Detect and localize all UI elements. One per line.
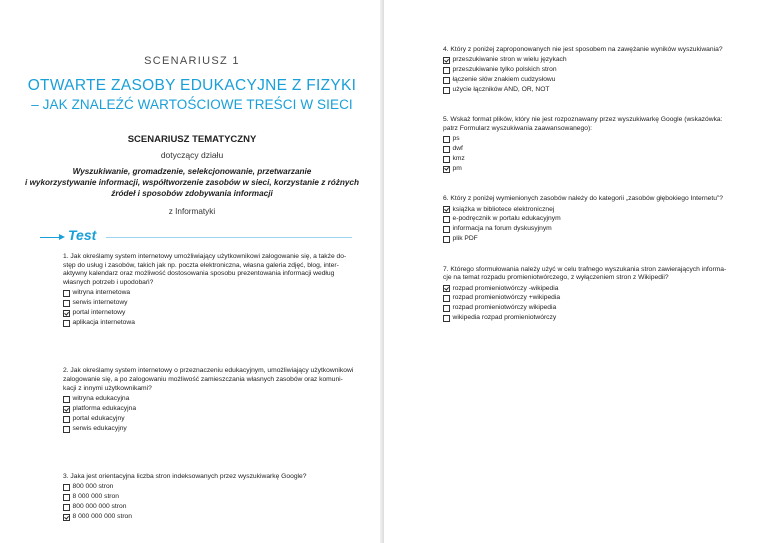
question-text-line: stęp do usług i zasobów, takich jak np. poczta elektroniczna, własna galeria zdjęć, blog, inter- <box>63 261 339 269</box>
test-heading-row <box>40 228 352 246</box>
question-text-line: cje na temat rozpadu promieniotwórczego, z wyłączeniem stron z Wikipedii? <box>443 274 669 282</box>
answer-option[interactable] <box>443 314 743 324</box>
question-list-left <box>63 253 368 522</box>
answer-label: e-podręcznik w portalu edukacyjnym <box>452 215 561 223</box>
answer-label: użycie łączników AND, OR, NOT <box>452 85 550 93</box>
answer-option[interactable] <box>63 318 368 328</box>
answer-label: witryna edukacyjna <box>72 395 130 403</box>
question-text-line: 4. Który z poniżej zaproponowanych nie jest sposobem na zawężanie wyników wyszukiwania? <box>443 46 723 53</box>
checkbox-icon[interactable] <box>63 320 70 327</box>
question-text <box>63 473 368 482</box>
answer-option[interactable] <box>443 284 743 294</box>
checked-checkbox-icon[interactable] <box>63 514 70 521</box>
question-text-line: 6. Który z poniżej wymienionych zasobów należy do kategorii „zasobów głębokiego Internetu”? <box>443 195 723 203</box>
answer-option[interactable] <box>63 512 368 522</box>
answer-option[interactable] <box>63 309 368 319</box>
answer-option[interactable] <box>63 289 368 299</box>
checkbox-icon[interactable] <box>443 87 450 94</box>
answer-label: 8 000 000 000 stron <box>72 513 132 521</box>
question-text <box>443 195 743 204</box>
answer-label: przeszukiwanie stron w wielu językach <box>452 56 567 64</box>
topic-line1: Wyszukiwanie, gromadzenie, selekcjonowanie, przetwarzanie <box>72 167 312 176</box>
answer-label: witryna internetowa <box>72 289 131 297</box>
question-text-line: 5. Wskaż format plików, który nie jest rozpoznawany przez wyszukiwarkę Google (wskazówka: <box>443 116 723 124</box>
question-text-line: aktywny kalendarz oraz możliwość dostosowania sposobu prezentowania informacji według <box>63 270 335 278</box>
answer-option[interactable] <box>443 145 743 155</box>
question-text <box>443 46 743 55</box>
answer-option[interactable] <box>443 294 743 304</box>
answer-option[interactable] <box>443 215 743 225</box>
question-text <box>443 116 743 133</box>
test-line-right <box>106 237 352 238</box>
checkbox-icon[interactable] <box>443 156 450 163</box>
answer-label: wikipedia rozpad promieniotwórczy <box>452 314 557 322</box>
question-2 <box>63 367 368 434</box>
answer-label: pm <box>452 164 462 172</box>
checkbox-icon[interactable] <box>443 305 450 312</box>
checked-checkbox-icon[interactable] <box>63 310 70 317</box>
answer-label: serwis edukacyjny <box>72 424 127 432</box>
answer-label: dwf <box>452 145 463 153</box>
topic-line3: źródeł i sposobów zdobywania informacji <box>111 189 273 198</box>
answer-label: platforma edukacyjna <box>72 404 137 412</box>
checked-checkbox-icon[interactable] <box>443 166 450 173</box>
answer-label: 800 000 000 stron <box>72 503 127 511</box>
answer-option[interactable] <box>63 404 368 414</box>
test-heading: Test <box>68 227 97 243</box>
scenario-label: SCENARIUSZ 1 <box>144 55 240 67</box>
checkbox-icon[interactable] <box>63 396 70 403</box>
test-line-left <box>40 237 60 238</box>
answer-option[interactable] <box>63 414 368 424</box>
answer-label: rozpad promieniotwórczy +wikipedia <box>452 294 561 302</box>
topic-line2: i wykorzystywanie informacji, współtworzenie zasobów w sieci, korzystanie z różnych <box>25 178 359 187</box>
answer-option[interactable] <box>63 424 368 434</box>
main-title-line2: – JAK ZNALEŹĆ WARTOŚCIOWE TREŚCI W SIECI <box>31 97 353 112</box>
answer-option[interactable] <box>443 85 743 95</box>
answer-option[interactable] <box>443 75 743 85</box>
answer-label: kmz <box>452 155 465 163</box>
answer-option[interactable] <box>443 205 743 215</box>
checkbox-icon[interactable] <box>63 484 70 491</box>
question-text <box>63 253 368 288</box>
checked-checkbox-icon[interactable] <box>63 406 70 413</box>
main-title <box>0 76 384 114</box>
question-text-line: własnych potrzeb i upodobań? <box>63 279 154 287</box>
subtitle: SCENARIUSZ TEMATYCZNY <box>127 134 257 145</box>
question-text-line: kacji z innymi użytkownikami? <box>63 384 152 392</box>
arrow-right-icon <box>59 234 65 240</box>
topic-description <box>4 166 380 199</box>
checkbox-icon[interactable] <box>443 216 450 223</box>
answer-label: portal edukacyjny <box>72 414 125 422</box>
answer-option[interactable] <box>443 235 743 245</box>
answer-option[interactable] <box>63 394 368 404</box>
answer-label: rozpad promieniotwórczy wikipedia <box>452 304 557 312</box>
question-5 <box>443 116 743 174</box>
checkbox-icon[interactable] <box>63 416 70 423</box>
answer-label: 800 000 stron <box>72 483 114 491</box>
dept-label: dotyczący działu <box>160 150 224 160</box>
checkbox-icon[interactable] <box>443 315 450 322</box>
checked-checkbox-icon[interactable] <box>443 206 450 213</box>
checkbox-icon[interactable] <box>443 67 450 74</box>
answer-option[interactable] <box>63 493 368 503</box>
checkbox-icon[interactable] <box>443 295 450 302</box>
answer-label: ps <box>452 135 460 143</box>
checkbox-icon[interactable] <box>63 426 70 433</box>
question-text-line: 3. Jaka jest orientacyjna liczba stron indeksowanych przez wyszukiwarkę Google? <box>63 473 307 481</box>
question-text-line: 7. Którego sformułowania należy użyć w celu trafnego wyszukania stron zawierających informa- <box>443 265 727 273</box>
answer-label: plik PDF <box>452 235 478 243</box>
answer-label: rozpad promieniotwórczy -wikipedia <box>452 284 559 292</box>
answer-option[interactable] <box>443 164 743 174</box>
checkbox-icon[interactable] <box>63 290 70 297</box>
question-4 <box>443 46 743 95</box>
answer-option[interactable] <box>443 135 743 145</box>
question-3 <box>63 473 368 522</box>
question-text <box>443 266 743 283</box>
checkbox-icon[interactable] <box>63 504 70 511</box>
answer-option[interactable] <box>63 299 368 309</box>
checkbox-icon[interactable] <box>443 226 450 233</box>
checkbox-icon[interactable] <box>63 300 70 307</box>
answer-option[interactable] <box>443 154 743 164</box>
answer-label: aplikacja internetowa <box>72 319 135 327</box>
question-1 <box>63 253 368 328</box>
checkbox-icon[interactable] <box>443 146 450 153</box>
question-text <box>63 367 368 393</box>
question-6 <box>443 195 743 244</box>
answer-option[interactable] <box>63 503 368 513</box>
checkbox-icon[interactable] <box>63 494 70 501</box>
answer-option[interactable] <box>443 304 743 314</box>
question-text-line: patrz Formularz wyszukiwania zaawansowanego): <box>443 124 593 132</box>
question-list-right <box>443 46 743 323</box>
question-text-line: 1. Jak określamy system internetowy umożliwiający użytkownikowi zalogowanie się, a także do- <box>63 253 347 260</box>
answer-label: 8 000 000 stron <box>72 493 119 501</box>
answer-option[interactable] <box>443 56 743 66</box>
answer-option[interactable] <box>63 483 368 493</box>
answer-label: książka w bibliotece elektronicznej <box>452 205 555 213</box>
answer-label: informacja na forum dyskusyjnym <box>452 225 552 233</box>
answer-option[interactable] <box>443 66 743 76</box>
checkbox-icon[interactable] <box>443 136 450 143</box>
answer-label: przeszukiwanie tylko polskich stron <box>452 66 557 74</box>
answer-label: łączenie słów znakiem cudzysłowu <box>452 76 556 84</box>
question-text-line: 2. Jak określamy system internetowy o przeznaczeniu edukacyjnym, umożliwiający użytkownikowi <box>63 367 354 375</box>
checkbox-icon[interactable] <box>443 236 450 243</box>
subject-label: z Informatyki <box>168 207 216 216</box>
checkbox-icon[interactable] <box>443 77 450 84</box>
main-title-line1: OTWARTE ZASOBY EDUKACYJNE Z FIZYKI <box>27 77 357 94</box>
checked-checkbox-icon[interactable] <box>443 57 450 64</box>
answer-option[interactable] <box>443 225 743 235</box>
question-7 <box>443 266 743 324</box>
answer-label: portal internetowy <box>72 309 126 317</box>
question-text-line: zalogowanie się, a po zalogowaniu możliwość zamieszczania własnych zasobów oraz komuni- <box>63 376 343 384</box>
answer-label: serwis internetowy <box>72 299 128 307</box>
checked-checkbox-icon[interactable] <box>443 285 450 292</box>
